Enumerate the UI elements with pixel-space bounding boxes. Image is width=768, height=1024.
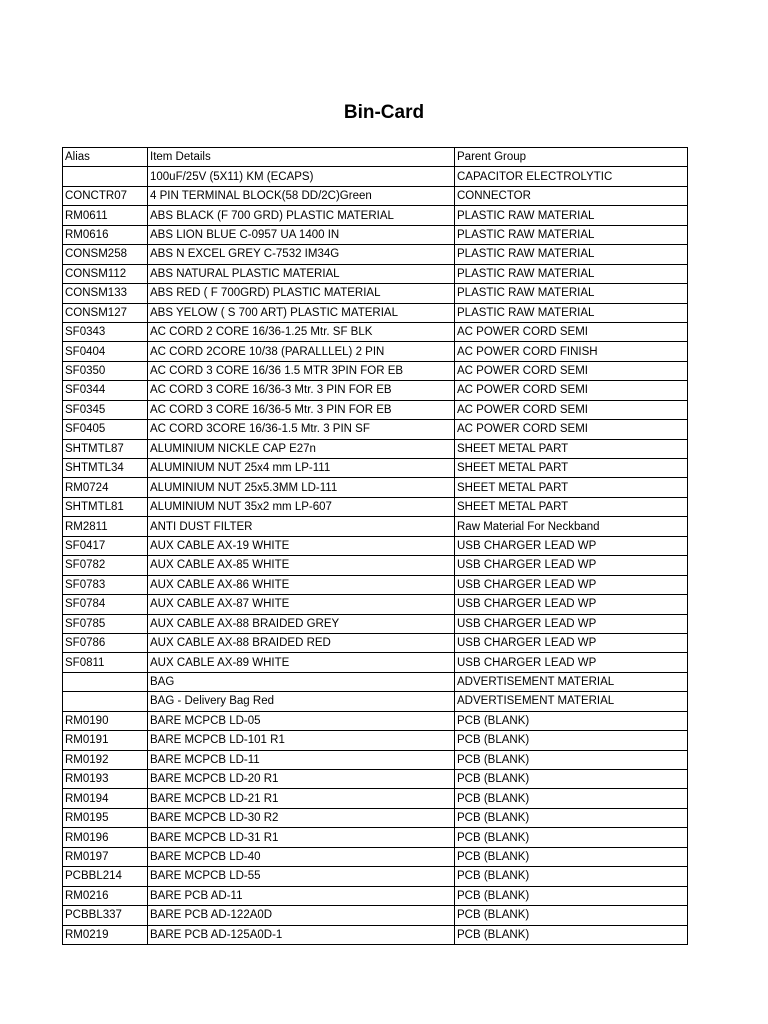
cell-parent-group: AC POWER CORD SEMI xyxy=(455,420,688,439)
cell-item-details: ABS YELOW ( S 700 ART) PLASTIC MATERIAL xyxy=(148,303,455,322)
table-row xyxy=(63,186,688,205)
cell-alias: SF0782 xyxy=(63,556,148,575)
header-item-details: Item Details xyxy=(148,148,455,167)
cell-parent-group: PCB (BLANK) xyxy=(455,906,688,925)
table-body xyxy=(63,167,688,945)
cell-item-details: ANTI DUST FILTER xyxy=(148,517,455,536)
cell-alias: PCBBL214 xyxy=(63,867,148,886)
cell-parent-group: ADVERTISEMENT MATERIAL xyxy=(455,672,688,691)
cell-parent-group: PLASTIC RAW MATERIAL xyxy=(455,225,688,244)
cell-item-details: AC CORD 3 CORE 16/36-3 Mtr. 3 PIN FOR EB xyxy=(148,381,455,400)
cell-item-details: ABS BLACK (F 700 GRD) PLASTIC MATERIAL xyxy=(148,206,455,225)
table-row xyxy=(63,789,688,808)
cell-parent-group: PCB (BLANK) xyxy=(455,925,688,944)
cell-alias: SF0344 xyxy=(63,381,148,400)
cell-item-details: ALUMINIUM NUT 25x4 mm LP-111 xyxy=(148,459,455,478)
cell-alias: SF0785 xyxy=(63,614,148,633)
cell-alias: RM0219 xyxy=(63,925,148,944)
table-row xyxy=(63,381,688,400)
cell-parent-group: PLASTIC RAW MATERIAL xyxy=(455,303,688,322)
table-row xyxy=(63,770,688,789)
table-row xyxy=(63,284,688,303)
cell-item-details: ALUMINIUM NICKLE CAP E27n xyxy=(148,439,455,458)
cell-item-details: BAG xyxy=(148,672,455,691)
table-row xyxy=(63,672,688,691)
cell-item-details: AC CORD 3 CORE 16/36 1.5 MTR 3PIN FOR EB xyxy=(148,361,455,380)
cell-parent-group: PLASTIC RAW MATERIAL xyxy=(455,206,688,225)
table-row xyxy=(63,517,688,536)
cell-item-details: BARE MCPCB LD-30 R2 xyxy=(148,808,455,827)
table-row xyxy=(63,633,688,652)
table-row xyxy=(63,906,688,925)
header-parent-group: Parent Group xyxy=(455,148,688,167)
table-row xyxy=(63,886,688,905)
cell-item-details: BARE MCPCB LD-55 xyxy=(148,867,455,886)
cell-alias: CONSM127 xyxy=(63,303,148,322)
cell-parent-group: PCB (BLANK) xyxy=(455,770,688,789)
table-row xyxy=(63,342,688,361)
cell-parent-group: PCB (BLANK) xyxy=(455,789,688,808)
header-alias: Alias xyxy=(63,148,148,167)
cell-item-details: ABS RED ( F 700GRD) PLASTIC MATERIAL xyxy=(148,284,455,303)
cell-alias: CONSM112 xyxy=(63,264,148,283)
cell-parent-group: Raw Material For Neckband xyxy=(455,517,688,536)
table-row xyxy=(63,808,688,827)
table-row xyxy=(63,750,688,769)
cell-parent-group: AC POWER CORD FINISH xyxy=(455,342,688,361)
cell-item-details: BAG - Delivery Bag Red xyxy=(148,692,455,711)
cell-parent-group: PCB (BLANK) xyxy=(455,808,688,827)
cell-parent-group: PCB (BLANK) xyxy=(455,711,688,730)
table-row xyxy=(63,847,688,866)
table-row xyxy=(63,303,688,322)
cell-parent-group: PCB (BLANK) xyxy=(455,867,688,886)
cell-item-details: AUX CABLE AX-89 WHITE xyxy=(148,653,455,672)
cell-parent-group: CAPACITOR ELECTROLYTIC xyxy=(455,167,688,186)
cell-alias: RM0197 xyxy=(63,847,148,866)
table-row xyxy=(63,245,688,264)
table-row xyxy=(63,497,688,516)
cell-parent-group: USB CHARGER LEAD WP xyxy=(455,575,688,594)
cell-alias: SF0404 xyxy=(63,342,148,361)
cell-alias: CONSM258 xyxy=(63,245,148,264)
cell-item-details: AUX CABLE AX-19 WHITE xyxy=(148,536,455,555)
cell-parent-group: SHEET METAL PART xyxy=(455,497,688,516)
cell-parent-group: USB CHARGER LEAD WP xyxy=(455,556,688,575)
cell-parent-group: PCB (BLANK) xyxy=(455,750,688,769)
cell-alias: SF0417 xyxy=(63,536,148,555)
cell-parent-group: PLASTIC RAW MATERIAL xyxy=(455,264,688,283)
cell-parent-group: SHEET METAL PART xyxy=(455,439,688,458)
cell-alias: SF0350 xyxy=(63,361,148,380)
table-row xyxy=(63,400,688,419)
cell-parent-group: USB CHARGER LEAD WP xyxy=(455,653,688,672)
cell-item-details: BARE MCPCB LD-11 xyxy=(148,750,455,769)
table-row xyxy=(63,731,688,750)
cell-item-details: BARE MCPCB LD-20 R1 xyxy=(148,770,455,789)
table-row xyxy=(63,361,688,380)
cell-alias: SHTMTL81 xyxy=(63,497,148,516)
cell-alias xyxy=(63,672,148,691)
table-row xyxy=(63,575,688,594)
cell-alias: RM0195 xyxy=(63,808,148,827)
cell-item-details: BARE PCB AD-11 xyxy=(148,886,455,905)
cell-alias: SF0786 xyxy=(63,633,148,652)
cell-alias: SF0811 xyxy=(63,653,148,672)
table-row xyxy=(63,322,688,341)
cell-item-details: AC CORD 3 CORE 16/36-5 Mtr. 3 PIN FOR EB xyxy=(148,400,455,419)
table-row xyxy=(63,264,688,283)
cell-item-details: ALUMINIUM NUT 25x5.3MM LD-111 xyxy=(148,478,455,497)
cell-parent-group: PCB (BLANK) xyxy=(455,731,688,750)
cell-parent-group: PCB (BLANK) xyxy=(455,828,688,847)
cell-alias: SF0784 xyxy=(63,595,148,614)
table-row xyxy=(63,167,688,186)
table-row xyxy=(63,439,688,458)
cell-item-details: 4 PIN TERMINAL BLOCK(58 DD/2C)Green xyxy=(148,186,455,205)
cell-parent-group: USB CHARGER LEAD WP xyxy=(455,536,688,555)
table-row xyxy=(63,206,688,225)
cell-item-details: BARE PCB AD-125A0D-1 xyxy=(148,925,455,944)
cell-alias: RM0616 xyxy=(63,225,148,244)
cell-parent-group: USB CHARGER LEAD WP xyxy=(455,614,688,633)
cell-item-details: 100uF/25V (5X11) KM (ECAPS) xyxy=(148,167,455,186)
cell-parent-group: USB CHARGER LEAD WP xyxy=(455,595,688,614)
cell-item-details: BARE MCPCB LD-101 R1 xyxy=(148,731,455,750)
cell-item-details: AC CORD 2 CORE 16/36-1.25 Mtr. SF BLK xyxy=(148,322,455,341)
table-row xyxy=(63,595,688,614)
cell-item-details: BARE MCPCB LD-05 xyxy=(148,711,455,730)
cell-item-details: ABS NATURAL PLASTIC MATERIAL xyxy=(148,264,455,283)
table-row xyxy=(63,653,688,672)
cell-item-details: ALUMINIUM NUT 35x2 mm LP-607 xyxy=(148,497,455,516)
cell-item-details: AUX CABLE AX-87 WHITE xyxy=(148,595,455,614)
cell-parent-group: PCB (BLANK) xyxy=(455,886,688,905)
cell-item-details: BARE MCPCB LD-31 R1 xyxy=(148,828,455,847)
bin-card-table xyxy=(62,147,688,945)
table-row xyxy=(63,867,688,886)
cell-alias: SHTMTL34 xyxy=(63,459,148,478)
page-title: Bin-Card xyxy=(343,102,425,123)
cell-alias: SHTMTL87 xyxy=(63,439,148,458)
cell-parent-group: ADVERTISEMENT MATERIAL xyxy=(455,692,688,711)
table-row xyxy=(63,711,688,730)
table-row xyxy=(63,459,688,478)
cell-alias: SF0405 xyxy=(63,420,148,439)
cell-parent-group: PCB (BLANK) xyxy=(455,847,688,866)
cell-parent-group: PLASTIC RAW MATERIAL xyxy=(455,284,688,303)
cell-alias: SF0783 xyxy=(63,575,148,594)
cell-alias: RM0193 xyxy=(63,770,148,789)
cell-item-details: AC CORD 3CORE 16/36-1.5 Mtr. 3 PIN SF xyxy=(148,420,455,439)
cell-item-details: AUX CABLE AX-85 WHITE xyxy=(148,556,455,575)
cell-alias: RM2811 xyxy=(63,517,148,536)
cell-alias: CONSM133 xyxy=(63,284,148,303)
table-header-row xyxy=(63,148,688,167)
table-row xyxy=(63,925,688,944)
cell-alias: RM0196 xyxy=(63,828,148,847)
cell-alias xyxy=(63,692,148,711)
cell-parent-group: AC POWER CORD SEMI xyxy=(455,322,688,341)
cell-parent-group: SHEET METAL PART xyxy=(455,459,688,478)
table-row xyxy=(63,478,688,497)
table-row xyxy=(63,225,688,244)
table-row xyxy=(63,828,688,847)
table-row xyxy=(63,536,688,555)
cell-alias: RM0216 xyxy=(63,886,148,905)
table-row xyxy=(63,692,688,711)
cell-item-details: AC CORD 2CORE 10/38 (PARALLLEL) 2 PIN xyxy=(148,342,455,361)
cell-item-details: ABS N EXCEL GREY C-7532 IM34G xyxy=(148,245,455,264)
table-row xyxy=(63,614,688,633)
cell-alias: SF0345 xyxy=(63,400,148,419)
cell-item-details: AUX CABLE AX-86 WHITE xyxy=(148,575,455,594)
cell-parent-group: AC POWER CORD SEMI xyxy=(455,400,688,419)
cell-alias: RM0192 xyxy=(63,750,148,769)
cell-item-details: AUX CABLE AX-88 BRAIDED RED xyxy=(148,633,455,652)
cell-item-details: BARE PCB AD-122A0D xyxy=(148,906,455,925)
cell-alias: RM0191 xyxy=(63,731,148,750)
table-row xyxy=(63,556,688,575)
cell-item-details: AUX CABLE AX-88 BRAIDED GREY xyxy=(148,614,455,633)
cell-alias: SF0343 xyxy=(63,322,148,341)
cell-parent-group: SHEET METAL PART xyxy=(455,478,688,497)
cell-item-details: BARE MCPCB LD-40 xyxy=(148,847,455,866)
cell-alias: RM0190 xyxy=(63,711,148,730)
cell-parent-group: PLASTIC RAW MATERIAL xyxy=(455,245,688,264)
cell-item-details: BARE MCPCB LD-21 R1 xyxy=(148,789,455,808)
cell-alias: PCBBL337 xyxy=(63,906,148,925)
cell-alias: CONCTR07 xyxy=(63,186,148,205)
cell-parent-group: USB CHARGER LEAD WP xyxy=(455,633,688,652)
cell-alias: RM0611 xyxy=(63,206,148,225)
cell-alias: RM0194 xyxy=(63,789,148,808)
cell-parent-group: AC POWER CORD SEMI xyxy=(455,361,688,380)
cell-parent-group: CONNECTOR xyxy=(455,186,688,205)
cell-parent-group: AC POWER CORD SEMI xyxy=(455,381,688,400)
cell-alias: RM0724 xyxy=(63,478,148,497)
cell-item-details: ABS LION BLUE C-0957 UA 1400 IN xyxy=(148,225,455,244)
table-row xyxy=(63,420,688,439)
cell-alias xyxy=(63,167,148,186)
